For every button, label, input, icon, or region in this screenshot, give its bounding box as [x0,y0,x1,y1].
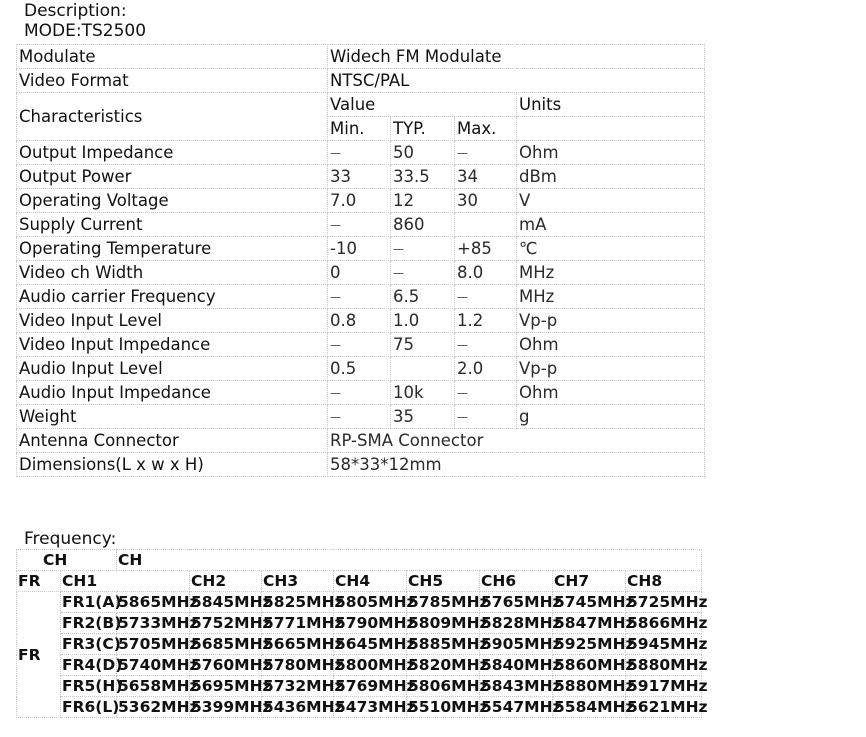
spec-typ-cell: 50 [391,141,455,165]
value-header: Value [328,93,517,117]
spec-typ-cell [391,357,455,381]
frequency-cell: 5905MHz [481,635,562,653]
frequency-cell: 5800MHz [335,656,416,674]
frequency-cell: 5621MHz [627,698,708,716]
spec-name-cell: Output Power [17,165,328,189]
frequency-cell: 5436MHz [263,698,344,716]
frequency-cell: 5732MHz [263,677,344,695]
frequency-row [17,592,702,613]
spec-name-cell: Video Input Impedance [17,333,328,357]
frequency-row [17,634,702,655]
frequency-cell: 5733MHz [118,614,199,632]
frequency-cell: 5745MHz [554,593,635,611]
frequency-row [17,676,702,697]
modulate-value: Widech FM Modulate [328,45,705,69]
corner-fr-label: FR [17,571,61,592]
spec-name-cell: Operating Voltage [17,189,328,213]
frequency-cell: 5885MHz [408,635,489,653]
frequency-cell: 5820MHz [408,656,489,674]
frequency-row [17,613,702,634]
characteristics-header: Characteristics [17,93,328,141]
spec-typ-cell: 75 [391,333,455,357]
frequency-cell: 5785MHz [408,593,489,611]
spec-row [17,165,705,189]
frequency-cell: 5658MHz [118,677,199,695]
frequency-cell: 5510MHz [408,698,489,716]
spec-header-row [17,93,705,117]
band-label: FR6(L) [62,698,120,716]
dimensions-value: 58*33*12mm [328,453,705,477]
spec-max-cell: +85 [455,237,517,261]
spec-row [17,381,705,405]
spec-max-cell: --- [455,333,517,357]
spec-unit-cell: Vp-p [517,357,705,381]
spec-name-cell: Audio carrier Frequency [17,285,328,309]
typ-header: TYP. [391,117,455,141]
spec-min-cell: --- [328,405,391,429]
band-label: FR5(H) [62,677,123,695]
spec-name-cell: Operating Temperature [17,237,328,261]
spec-row-dimensions [17,453,705,477]
spec-max-cell: 34 [455,165,517,189]
frequency-cell: 5645MHz [335,635,416,653]
spec-name-cell: Audio Input Impedance [17,381,328,405]
channel-header: CH2 [190,571,262,592]
frequency-cell: 5473MHz [335,698,416,716]
frequency-cell: 5752MHz [191,614,272,632]
frequency-cell: 5860MHz [554,656,635,674]
spec-row-antenna-connector [17,429,705,453]
spec-typ-cell: 10k [391,381,455,405]
channel-header: CH4 [334,571,407,592]
band-label: FR2(B) [62,614,122,632]
frequency-cell: 5769MHz [335,677,416,695]
spec-unit-cell: ℃ [517,237,705,261]
spec-max-cell: --- [455,381,517,405]
spec-max-cell: --- [455,285,517,309]
spec-name-cell: Video Input Level [17,309,328,333]
video-format-value: NTSC/PAL [328,69,705,93]
frequency-row [17,697,702,718]
frequency-cell: 5780MHz [263,656,344,674]
frequency-channel-header-row [17,571,702,592]
spec-row-modulate [17,45,705,69]
spec-row-video-format [17,69,705,93]
frequency-cell: 5828MHz [481,614,562,632]
spec-min-cell: --- [328,141,391,165]
spec-row [17,237,705,261]
antenna-connector-label: Antenna Connector [17,429,328,453]
spec-unit-cell: mA [517,213,705,237]
frequency-cell: 5685MHz [191,635,272,653]
frequency-cell: 5765MHz [481,593,562,611]
frequency-cell: 5880MHz [554,677,635,695]
max-header: Max. [455,117,517,141]
spec-unit-cell: V [517,189,705,213]
frequency-cell: 5825MHz [263,593,344,611]
band-label: FR3(C) [62,635,121,653]
spec-min-cell: --- [328,285,391,309]
spec-typ-cell: 12 [391,189,455,213]
spec-typ-cell: 35 [391,405,455,429]
frequency-title: Frequency: [24,529,117,549]
frequency-cell: 5925MHz [554,635,635,653]
spec-name-cell: Output Impedance [17,141,328,165]
spec-name-cell: Weight [17,405,328,429]
spec-row [17,213,705,237]
spec-max-cell: 1.2 [455,309,517,333]
spec-unit-cell: Vp-p [517,309,705,333]
spec-typ-cell: --- [391,237,455,261]
spec-row [17,333,705,357]
fr-axis-label: FR [17,592,61,718]
frequency-row [17,655,702,676]
min-header: Min. [328,117,391,141]
frequency-cell: 5760MHz [191,656,272,674]
spec-min-cell: --- [328,333,391,357]
spec-max-cell [455,213,517,237]
frequency-cell: 5945MHz [627,635,708,653]
spec-max-cell: 8.0 [455,261,517,285]
spec-min-cell: 0 [328,261,391,285]
spec-row [17,261,705,285]
channel-header: CH1 [61,571,190,592]
spec-name-cell: Video ch Width [17,261,328,285]
units-header: Units [517,93,705,117]
frequency-cell: 5917MHz [627,677,708,695]
antenna-connector-value: RP-SMA Connector [328,429,705,453]
frequency-cell: 5865MHz [118,593,199,611]
description-title: Description: [24,1,127,21]
spec-typ-cell: 6.5 [391,285,455,309]
spec-typ-cell: 33.5 [391,165,455,189]
frequency-cell: 5725MHz [627,593,708,611]
modulate-label: Modulate [17,45,328,69]
spec-row [17,189,705,213]
frequency-cell: 5547MHz [481,698,562,716]
dimensions-label: Dimensions(L x w x H) [17,453,328,477]
channel-header: CH8 [626,571,702,592]
spec-unit-cell: MHz [517,285,705,309]
ch-axis-label: CH [117,550,702,571]
frequency-cell: 5806MHz [408,677,489,695]
band-label: FR4(D) [62,656,123,674]
spec-max-cell: --- [455,405,517,429]
spec-typ-cell: 860 [391,213,455,237]
frequency-cell: 5866MHz [627,614,708,632]
frequency-cell: 5790MHz [335,614,416,632]
spec-name-cell: Supply Current [17,213,328,237]
spec-name-cell: Audio Input Level [17,357,328,381]
spec-row [17,285,705,309]
frequency-cell: 5665MHz [263,635,344,653]
frequency-cell: 5805MHz [335,593,416,611]
frequency-cell: 5771MHz [263,614,344,632]
spec-unit-cell: MHz [517,261,705,285]
frequency-cell: 5399MHz [191,698,272,716]
frequency-cell: 5845MHz [191,593,272,611]
spec-row [17,405,705,429]
frequency-cell: 5584MHz [554,698,635,716]
units-subheader [517,117,705,141]
frequency-cell: 5880MHz [627,656,708,674]
channel-header: CH6 [480,571,553,592]
spec-typ-cell: --- [391,261,455,285]
frequency-cell: 5847MHz [554,614,635,632]
band-label: FR1(A) [62,593,122,611]
spec-unit-cell: Ohm [517,141,705,165]
model-label: MODE:TS2500 [24,21,147,41]
corner-ch-label: CH [17,550,117,571]
spec-max-cell: --- [455,141,517,165]
frequency-table [16,549,708,718]
spec-min-cell: 0.5 [328,357,391,381]
spec-min-cell: --- [328,381,391,405]
frequency-cell: 5809MHz [408,614,489,632]
spec-min-cell: 0.8 [328,309,391,333]
spec-unit-cell: g [517,405,705,429]
frequency-cell: 5840MHz [481,656,562,674]
spec-typ-cell: 1.0 [391,309,455,333]
spec-min-cell: 7.0 [328,189,391,213]
spec-min-cell: 33 [328,165,391,189]
spec-row [17,309,705,333]
specification-table [16,44,705,477]
spec-unit-cell: dBm [517,165,705,189]
frequency-cell: 5695MHz [191,677,272,695]
spec-max-cell: 2.0 [455,357,517,381]
spec-max-cell: 30 [455,189,517,213]
frequency-cell: 5740MHz [118,656,199,674]
channel-header: CH7 [553,571,626,592]
spec-row [17,141,705,165]
spec-row [17,357,705,381]
channel-header: CH5 [407,571,480,592]
spec-unit-cell: Ohm [517,381,705,405]
frequency-cell: 5843MHz [481,677,562,695]
video-format-label: Video Format [17,69,328,93]
spec-min-cell: -10 [328,237,391,261]
frequency-corner-row [17,550,702,571]
spec-unit-cell: Ohm [517,333,705,357]
spec-min-cell: --- [328,213,391,237]
frequency-cell: 5362MHz [118,698,199,716]
channel-header: CH3 [262,571,334,592]
frequency-cell: 5705MHz [118,635,199,653]
